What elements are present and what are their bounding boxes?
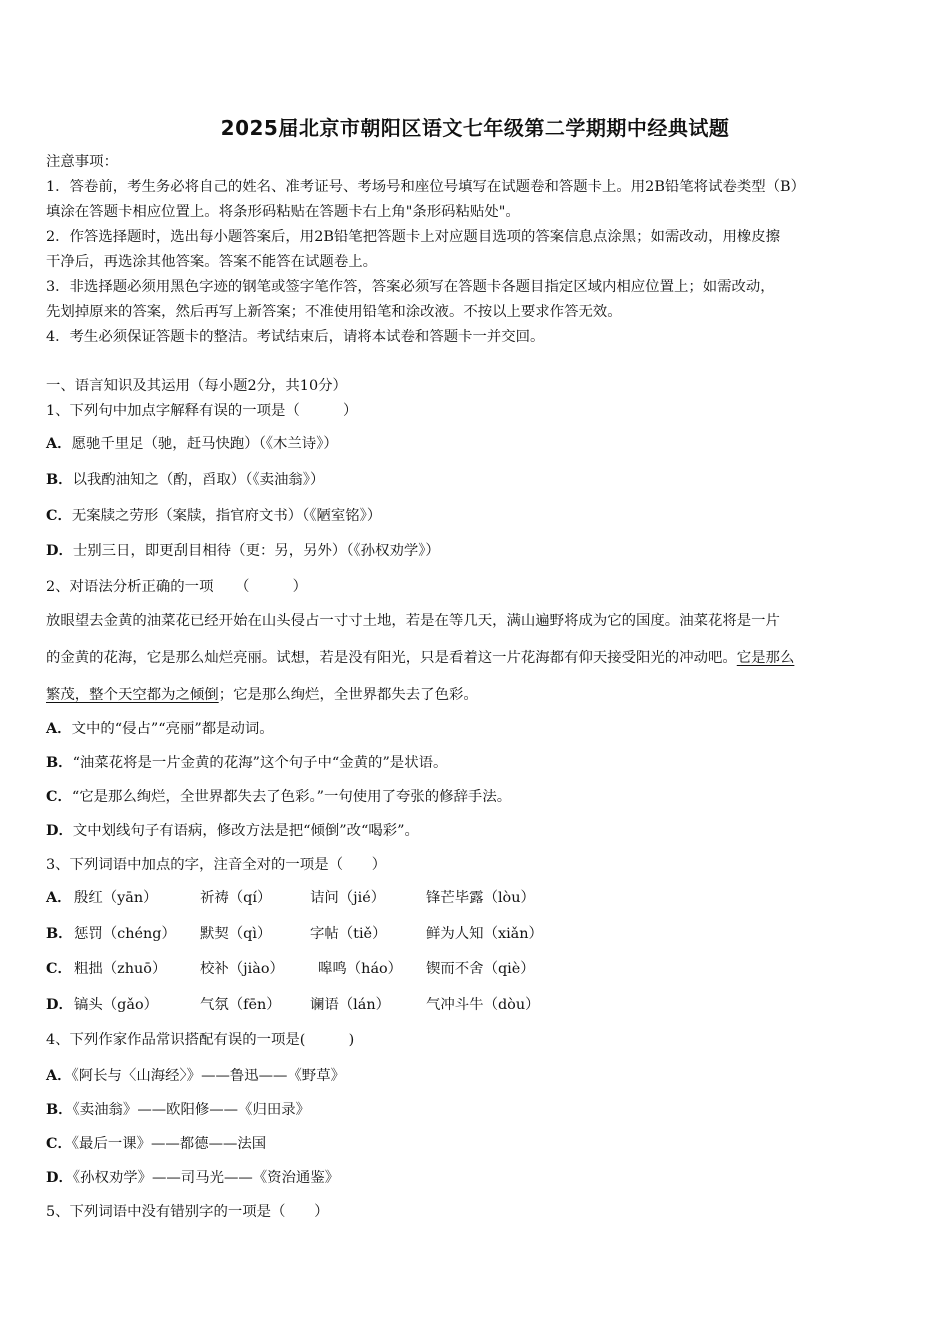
question-stem: 1、下列句中加点字解释有误的一项是（ ）	[46, 403, 358, 419]
option-text: “油菜花将是一片金黄的花海”这个句子中“金黄的”是状语。	[72, 755, 448, 771]
passage-line	[46, 648, 794, 668]
pinyin-item: 默契（qì）	[200, 926, 272, 942]
option-row	[46, 434, 338, 454]
pinyin-item: 殷红（yān）	[74, 890, 158, 906]
option-text: 以我酌油知之（酌，舀取）（《卖油翁》）	[72, 472, 325, 488]
notice-line: 3．非选择题必须用黑色字迹的钢笔或签字笔作答，答案必须写在答题卡各题目指定区域内相应位置上；如需改动，	[46, 279, 775, 295]
option-text: 士别三日，即更刮目相待（更：另，另外）（《孙权劝学》）	[72, 543, 440, 559]
underlined-sentence: 它是那么	[736, 650, 795, 666]
option-key: C．	[46, 1135, 72, 1152]
option-row	[46, 470, 324, 490]
option-row	[46, 719, 274, 739]
pinyin-item: 嗥鸣（háo）	[318, 961, 403, 977]
question-stem: 3、下列词语中加点的字，注音全对的一项是（ ）	[46, 857, 387, 873]
pinyin-item: 惩罚（chéng）	[74, 926, 176, 942]
option-row	[46, 787, 511, 807]
notice-heading: 注意事项：	[46, 154, 118, 170]
option-row	[46, 753, 447, 773]
option-row	[46, 541, 440, 561]
option-key: D．	[46, 996, 73, 1013]
option-row	[46, 821, 419, 841]
option-text: 愿驰千里足（驰，赶马快跑）（《木兰诗》）	[71, 436, 338, 452]
pinyin-item: 气冲斗牛（dòu）	[426, 997, 540, 1013]
notice-line: 1．答卷前，考生务必将自己的姓名、准考证号、考场号和座位号填写在试题卷和答题卡上。用2B铅笔将试卷类型（B）	[46, 179, 805, 195]
pinyin-item: 谰语（lán）	[310, 997, 391, 1013]
pinyin-item: 气氛（fēn）	[200, 997, 281, 1013]
option-row	[46, 1066, 345, 1086]
option-key: B．	[46, 1101, 73, 1118]
notice-line: 4．考生必须保证答题卡的整洁。考试结束后，请将本试卷和答题卡一并交回。	[46, 329, 545, 345]
option-key: A．	[46, 720, 72, 737]
pinyin-item: 诘问（jié）	[310, 890, 386, 906]
option-text: 《卖油翁》——欧阳修——《归田录》	[72, 1102, 311, 1118]
pinyin-item: 镐头（gǎo）	[74, 997, 159, 1013]
notice-line: 2．作答选择题时，选出每小题答案后，用2B铅笔把答题卡上对应题目选项的答案信息点涂黑；如需改动，用橡皮擦	[46, 229, 781, 245]
question-stem: 2、对语法分析正确的一项 （ ）	[46, 579, 307, 595]
notice-line: 干净后，再选涂其他答案。答案不能答在试题卷上。	[46, 254, 377, 270]
section-heading: 一、语言知识及其运用（每小题2分，共10分）	[46, 378, 347, 394]
passage-line	[46, 685, 478, 705]
option-text: 文中划线句子有语病，修改方法是把“倾倒”改“喝彩”。	[72, 823, 419, 839]
option-row	[46, 1168, 339, 1188]
option-key: A．	[46, 889, 72, 906]
underlined-sentence: 繁茂，整个天空都为之倾倒	[46, 687, 219, 703]
option-key: D．	[46, 822, 73, 839]
option-key: B．	[46, 471, 73, 488]
option-key: C．	[46, 507, 72, 524]
option-row	[46, 506, 381, 526]
option-key: B．	[46, 754, 73, 771]
pinyin-item: 字帖（tiě）	[310, 926, 387, 942]
notice-line: 先划掉原来的答案，然后再写上新答案；不准使用铅笔和涂改液。不按以上要求作答无效。	[46, 304, 622, 320]
option-key: B．	[46, 925, 73, 942]
pinyin-item: 锲而不舍（qiè）	[426, 961, 535, 977]
option-key: C．	[46, 788, 72, 805]
pinyin-item: 鲜为人知（xiǎn）	[426, 926, 543, 942]
option-text: 《最后一课》——都德——法国	[71, 1136, 267, 1152]
option-key: D．	[46, 1169, 73, 1186]
question-stem: 5、下列词语中没有错别字的一项是（ ）	[46, 1204, 329, 1220]
page-title: 2025届北京市朝阳区语文七年级第二学期期中经典试题	[220, 116, 730, 140]
option-key: D．	[46, 542, 73, 559]
passage-text: ；它是那么绚烂，全世界都失去了色彩。	[218, 687, 478, 703]
passage-text: 的金黄的花海，它是那么灿烂亮丽。试想，若是没有阳光，只是看着这一片花海都有仰天接受阳光的冲动吧。	[46, 650, 737, 666]
question-stem: 4、下列作家作品常识搭配有误的一项是( )	[46, 1032, 355, 1048]
option-text: “它是那么绚烂，全世界都失去了色彩。”一句使用了夸张的修辞手法。	[71, 789, 512, 805]
option-text: 文中的“侵占”“亮丽”都是动词。	[71, 721, 274, 737]
pinyin-item: 校补（jiào）	[200, 961, 284, 977]
pinyin-item: 锋芒毕露（lòu）	[426, 890, 535, 906]
pinyin-item: 粗拙（zhuō）	[74, 961, 167, 977]
option-row	[46, 1100, 310, 1120]
option-row	[46, 1134, 266, 1154]
option-text: 《阿长与〈山海经〉》——鲁迅——《野草》	[71, 1068, 345, 1084]
option-text: 《孙权劝学》——司马光——《资治通鉴》	[72, 1170, 340, 1186]
option-text: 无案牍之劳形（案牍，指官府文书）（《陋室铭》）	[71, 508, 382, 524]
pinyin-item: 祈祷（qí）	[200, 890, 272, 906]
option-key: A．	[46, 435, 72, 452]
passage-line: 放眼望去金黄的油菜花已经开始在山头侵占一寸寸土地，若是在等几天，满山遍野将成为它的国度。油菜花将是一片	[46, 613, 780, 629]
option-key: A．	[46, 1067, 72, 1084]
option-key: C．	[46, 960, 72, 977]
notice-line: 填涂在答题卡相应位置上。将条形码粘贴在答题卡右上角"条形码粘贴处"。	[46, 204, 520, 220]
